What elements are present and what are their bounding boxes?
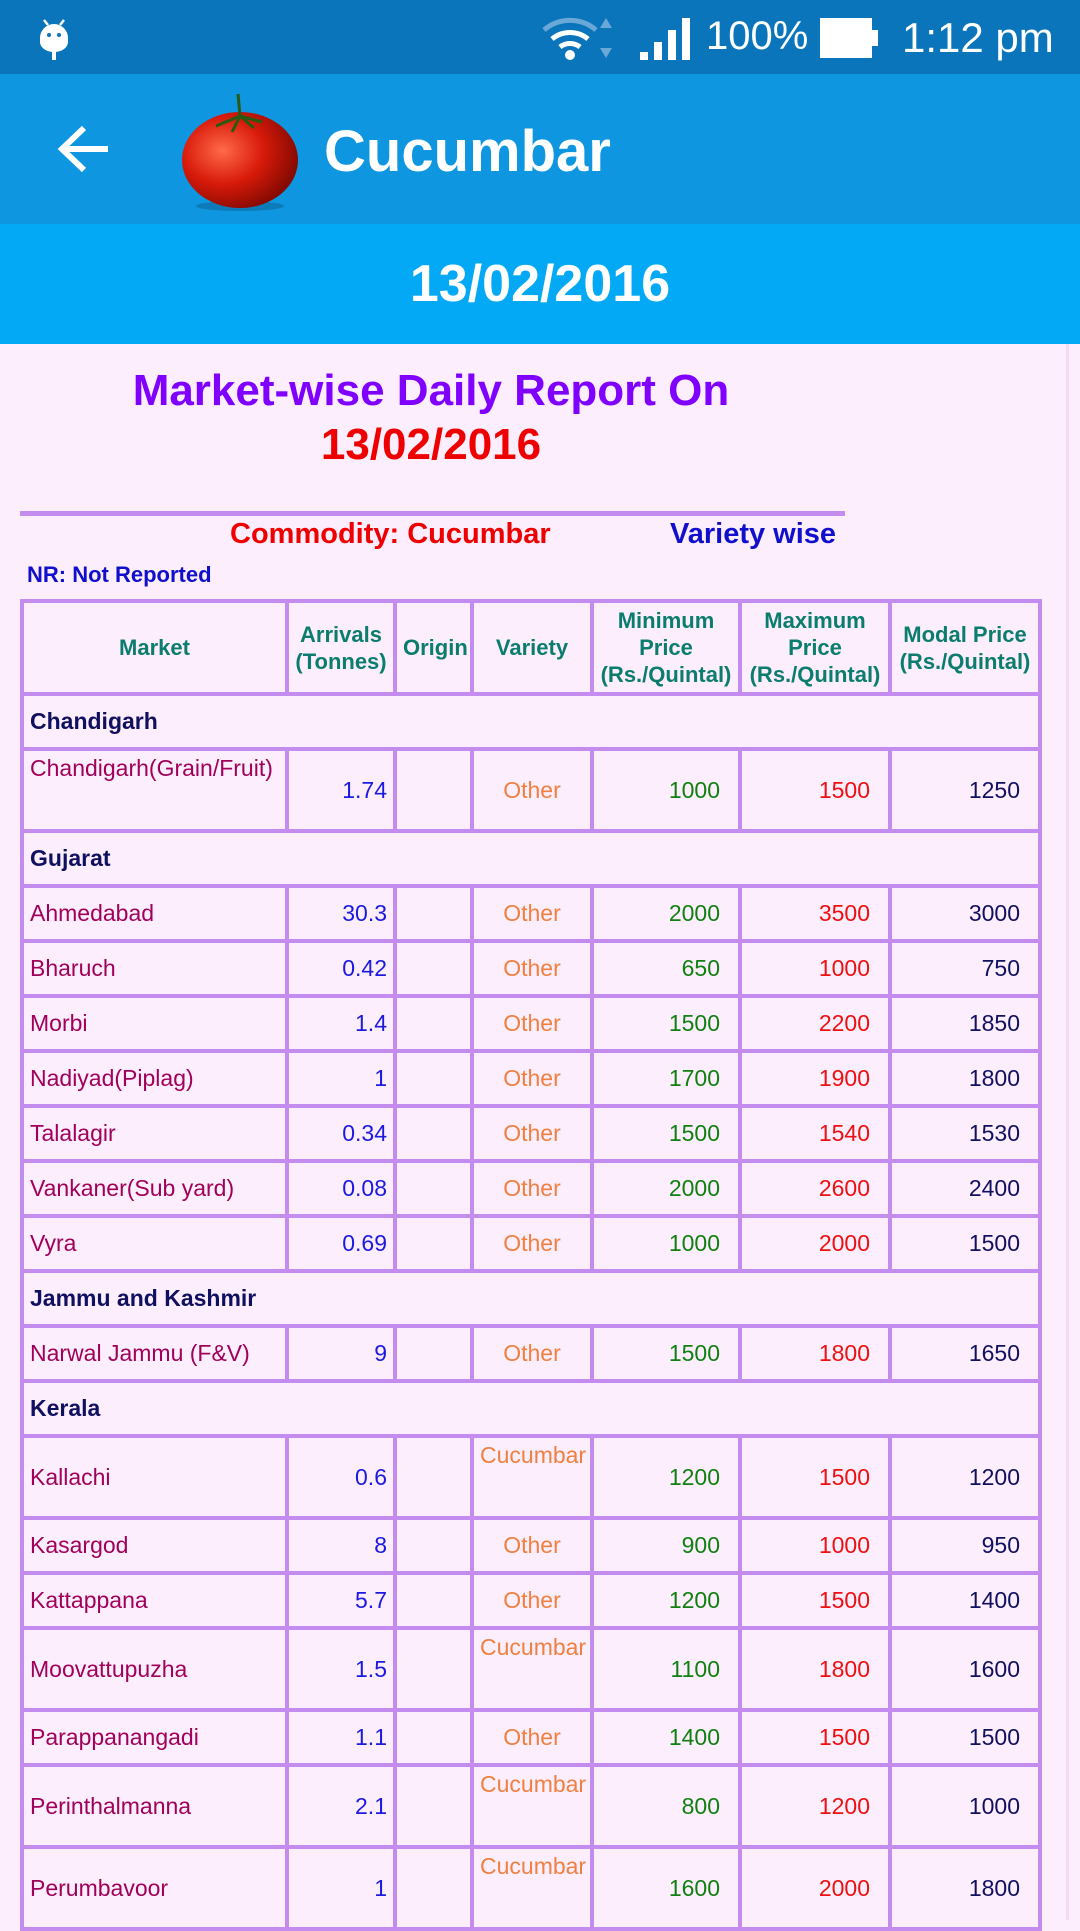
cell-modal-price: 1600 xyxy=(890,1628,1040,1710)
cell-origin xyxy=(395,1628,472,1710)
cell-max-price: 1200 xyxy=(740,1765,890,1847)
cell-modal-price: 3000 xyxy=(890,886,1040,941)
cell-origin xyxy=(395,1847,472,1929)
cell-origin xyxy=(395,1518,472,1573)
cell-min-price: 800 xyxy=(592,1765,740,1847)
table-row xyxy=(22,1847,1040,1929)
cell-market: Ahmedabad xyxy=(22,886,287,941)
cell-min-price: 1000 xyxy=(592,1216,740,1271)
cell-origin xyxy=(395,996,472,1051)
cell-min-price: 1200 xyxy=(592,1573,740,1628)
cell-origin xyxy=(395,749,472,831)
divider xyxy=(20,511,845,516)
table-row xyxy=(22,1326,1040,1381)
commodity-label: Commodity: Cucumbar xyxy=(230,518,551,550)
table-row xyxy=(22,1161,1040,1216)
header-market: Market xyxy=(22,601,287,694)
cell-arrivals: 1.74 xyxy=(287,749,395,831)
cell-max-price: 2000 xyxy=(740,1216,890,1271)
state-name: Chandigarh xyxy=(22,694,1040,749)
table-row xyxy=(22,1628,1040,1710)
android-icon xyxy=(38,16,70,60)
variety-wise-label: Variety wise xyxy=(670,518,837,550)
cell-market: Chandigarh(Grain/Fruit) xyxy=(22,749,287,831)
cell-arrivals: 0.08 xyxy=(287,1161,395,1216)
cell-arrivals: 1.4 xyxy=(287,996,395,1051)
cell-market: Narwal Jammu (F&V) xyxy=(22,1326,287,1381)
cell-modal-price: 1500 xyxy=(890,1216,1040,1271)
cell-origin xyxy=(395,941,472,996)
cell-min-price: 650 xyxy=(592,941,740,996)
cell-market: Kasargod xyxy=(22,1518,287,1573)
cell-modal-price: 750 xyxy=(890,941,1040,996)
cell-modal-price: 1530 xyxy=(890,1106,1040,1161)
date-banner: 13/02/2016 xyxy=(0,224,1080,344)
header-min-price: Minimum Price (Rs./Quintal) xyxy=(592,601,740,694)
table-row xyxy=(22,1765,1040,1847)
cell-modal-price: 950 xyxy=(890,1518,1040,1573)
cell-variety: Other xyxy=(472,1573,592,1628)
cell-variety: Other xyxy=(472,941,592,996)
cell-origin xyxy=(395,886,472,941)
cell-max-price: 1000 xyxy=(740,1518,890,1573)
cell-arrivals: 0.42 xyxy=(287,941,395,996)
report-date: 13/02/2016 xyxy=(320,420,542,469)
cell-modal-price: 1200 xyxy=(890,1436,1040,1518)
cell-arrivals: 1.1 xyxy=(287,1710,395,1765)
cell-arrivals: 1 xyxy=(287,1051,395,1106)
header-arrivals: Arrivals (Tonnes) xyxy=(287,601,395,694)
cell-variety: Other xyxy=(472,1051,592,1106)
header-origin: Origin xyxy=(395,601,472,694)
cell-min-price: 1000 xyxy=(592,749,740,831)
cell-arrivals: 5.7 xyxy=(287,1573,395,1628)
cell-origin xyxy=(395,1051,472,1106)
cell-variety: Other xyxy=(472,996,592,1051)
table-row xyxy=(22,886,1040,941)
cell-min-price: 1500 xyxy=(592,1106,740,1161)
clock: 1:12 pm xyxy=(902,14,1054,61)
cell-modal-price: 1250 xyxy=(890,749,1040,831)
cell-variety: Other xyxy=(472,1326,592,1381)
toolbar-title: Cucumbar xyxy=(324,119,611,184)
cell-variety: Cucumbar xyxy=(472,1436,592,1518)
table-header-row xyxy=(22,601,1040,694)
table-row xyxy=(22,1051,1040,1106)
cell-min-price: 2000 xyxy=(592,1161,740,1216)
table-row xyxy=(22,749,1040,831)
header-modal-price: Modal Price (Rs./Quintal) xyxy=(890,601,1040,694)
cell-max-price: 1800 xyxy=(740,1628,890,1710)
battery-percentage: 100% xyxy=(706,14,809,58)
cell-origin xyxy=(395,1326,472,1381)
state-row xyxy=(22,1271,1040,1326)
cell-market: Vankaner(Sub yard) xyxy=(22,1161,287,1216)
cell-arrivals: 30.3 xyxy=(287,886,395,941)
table-row xyxy=(22,996,1040,1051)
cell-arrivals: 2.1 xyxy=(287,1765,395,1847)
cell-min-price: 2000 xyxy=(592,886,740,941)
cell-arrivals: 1.5 xyxy=(287,1628,395,1710)
header-max-price: Maximum Price (Rs./Quintal) xyxy=(740,601,890,694)
cell-min-price: 1500 xyxy=(592,1326,740,1381)
table-row xyxy=(22,1518,1040,1573)
cell-market: Perumbavoor xyxy=(22,1847,287,1929)
cell-modal-price: 1800 xyxy=(890,1051,1040,1106)
cell-min-price: 1700 xyxy=(592,1051,740,1106)
cell-variety: Other xyxy=(472,1518,592,1573)
cell-variety: Other xyxy=(472,1161,592,1216)
cell-origin xyxy=(395,1710,472,1765)
cell-min-price: 1500 xyxy=(592,996,740,1051)
cell-origin xyxy=(395,1216,472,1271)
cell-variety: Cucumbar xyxy=(472,1847,592,1929)
cell-modal-price: 1850 xyxy=(890,996,1040,1051)
cell-arrivals: 8 xyxy=(287,1518,395,1573)
tomato-icon xyxy=(178,90,302,214)
cell-arrivals: 1 xyxy=(287,1847,395,1929)
table-row xyxy=(22,941,1040,996)
cell-origin xyxy=(395,1573,472,1628)
cell-market: Bharuch xyxy=(22,941,287,996)
cell-min-price: 900 xyxy=(592,1518,740,1573)
app-toolbar xyxy=(0,74,1080,224)
table-row xyxy=(22,1436,1040,1518)
cell-max-price: 1540 xyxy=(740,1106,890,1161)
cell-max-price: 2200 xyxy=(740,996,890,1051)
cell-arrivals: 0.69 xyxy=(287,1216,395,1271)
cell-variety: Cucumbar xyxy=(472,1765,592,1847)
cell-max-price: 1900 xyxy=(740,1051,890,1106)
state-name: Kerala xyxy=(22,1381,1040,1436)
cell-arrivals: 0.6 xyxy=(287,1436,395,1518)
status-bar xyxy=(0,0,1080,74)
battery-icon xyxy=(820,18,878,58)
cell-market: Morbi xyxy=(22,996,287,1051)
state-name: Gujarat xyxy=(22,831,1040,886)
cell-market: Parappanangadi xyxy=(22,1710,287,1765)
cell-min-price: 1100 xyxy=(592,1628,740,1710)
cell-max-price: 1800 xyxy=(740,1326,890,1381)
cell-max-price: 1500 xyxy=(740,1573,890,1628)
cell-max-price: 1500 xyxy=(740,1436,890,1518)
signal-icon xyxy=(638,16,692,62)
cell-market: Moovattupuzha xyxy=(22,1628,287,1710)
scroll-edge xyxy=(1066,344,1069,1920)
cell-min-price: 1400 xyxy=(592,1710,740,1765)
cell-min-price: 1600 xyxy=(592,1847,740,1929)
cell-origin xyxy=(395,1436,472,1518)
cell-modal-price: 2400 xyxy=(890,1161,1040,1216)
cell-market: Perinthalmanna xyxy=(22,1765,287,1847)
cell-market: Nadiyad(Piplag) xyxy=(22,1051,287,1106)
cell-modal-price: 1000 xyxy=(890,1765,1040,1847)
state-row xyxy=(22,694,1040,749)
cell-variety: Other xyxy=(472,1106,592,1161)
cell-variety: Other xyxy=(472,1710,592,1765)
table-row xyxy=(22,1573,1040,1628)
cell-modal-price: 1400 xyxy=(890,1573,1040,1628)
cell-arrivals: 9 xyxy=(287,1326,395,1381)
state-name: Jammu and Kashmir xyxy=(22,1271,1040,1326)
cell-max-price: 1000 xyxy=(740,941,890,996)
table-row xyxy=(22,1710,1040,1765)
cell-variety: Other xyxy=(472,749,592,831)
cell-market: Kattappana xyxy=(22,1573,287,1628)
report-title: Market-wise Daily Report On xyxy=(132,366,730,415)
header-variety: Variety xyxy=(472,601,592,694)
cell-market: Vyra xyxy=(22,1216,287,1271)
cell-market: Talalagir xyxy=(22,1106,287,1161)
wifi-icon xyxy=(540,14,620,62)
cell-origin xyxy=(395,1765,472,1847)
cell-variety: Other xyxy=(472,886,592,941)
cell-variety: Cucumbar xyxy=(472,1628,592,1710)
table-row xyxy=(22,1106,1040,1161)
back-arrow-icon[interactable] xyxy=(56,124,112,174)
cell-min-price: 1200 xyxy=(592,1436,740,1518)
cell-max-price: 1500 xyxy=(740,749,890,831)
cell-max-price: 1500 xyxy=(740,1710,890,1765)
cell-arrivals: 0.34 xyxy=(287,1106,395,1161)
cell-modal-price: 1650 xyxy=(890,1326,1040,1381)
cell-market: Kallachi xyxy=(22,1436,287,1518)
cell-origin xyxy=(395,1161,472,1216)
cell-max-price: 2000 xyxy=(740,1847,890,1929)
cell-max-price: 2600 xyxy=(740,1161,890,1216)
not-reported-note: NR: Not Reported xyxy=(27,562,212,587)
state-row xyxy=(22,831,1040,886)
market-price-table xyxy=(20,599,1042,1931)
cell-max-price: 3500 xyxy=(740,886,890,941)
table-row xyxy=(22,1216,1040,1271)
cell-origin xyxy=(395,1106,472,1161)
cell-variety: Other xyxy=(472,1216,592,1271)
cell-modal-price: 1800 xyxy=(890,1847,1040,1929)
cell-modal-price: 1500 xyxy=(890,1710,1040,1765)
state-row xyxy=(22,1381,1040,1436)
